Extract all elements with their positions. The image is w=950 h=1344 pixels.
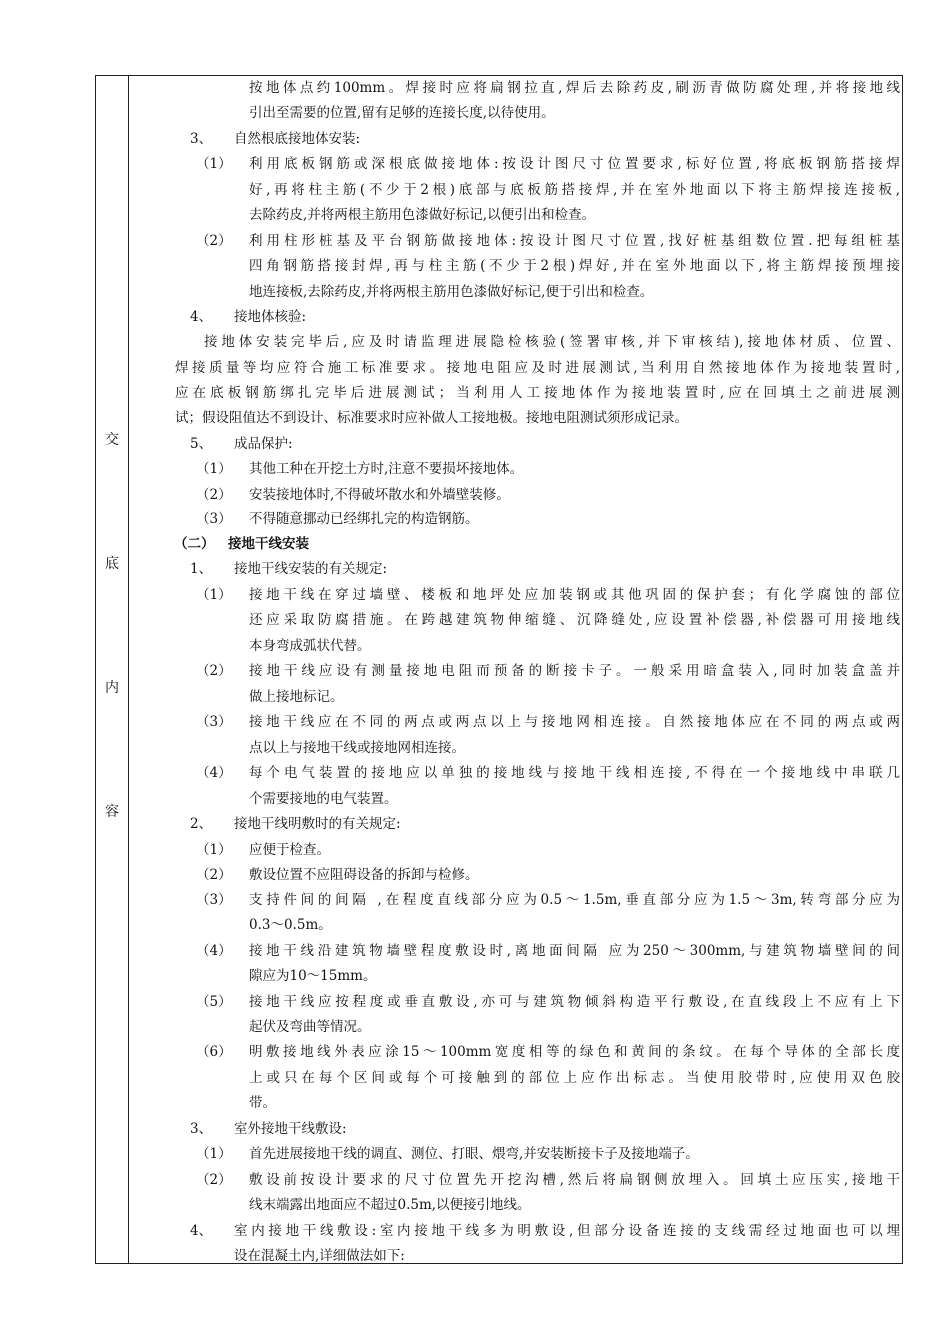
item-number: 4、 [190, 1223, 213, 1239]
text-line [130, 990, 900, 1014]
paragraph-text: 应在底板钢筋绑扎完毕后进展测试；当利用人工接地体作为接地装置时,应在回填土之前进展测 [175, 385, 900, 401]
paragraph-text: 线末端露出地面应不超过0.5m,以便接引地线。 [249, 1197, 531, 1213]
text-line [130, 178, 900, 202]
text-line [130, 76, 900, 100]
text-line [130, 685, 896, 709]
paragraph-text: 接地体安装完毕后,应及时请监理进展隐检核验(签署审核,并下审核结),接地体材质、位置、 [204, 334, 900, 350]
text-line [130, 888, 900, 912]
text-line [130, 1091, 896, 1115]
item-number: （1） [196, 156, 232, 172]
text-line [130, 1066, 900, 1090]
paragraph-text: 不得随意挪动已经绑扎完的构造钢筋。 [249, 511, 479, 527]
item-number: 3、 [190, 131, 213, 147]
text-line [130, 483, 896, 507]
paragraph-text: 还应采取防腐措施。在跨越建筑物伸缩缝、沉降缝处,应设置补偿器,补偿器可用接地线 [249, 612, 900, 628]
paragraph-text: 接地干线明敷时的有关规定: [234, 816, 401, 832]
text-line [130, 1040, 900, 1064]
item-number: （2） [196, 867, 232, 883]
text-line [130, 101, 896, 125]
item-number: （2） [196, 487, 232, 503]
paragraph-text: 去除药皮,并将两根主筋用色漆做好标记,以便引出和检查。 [249, 207, 596, 223]
text-line [130, 557, 896, 581]
paragraph-text: 明敷接地线外表应涂15～100mm宽度相等的绿色和黄间的条纹。在每个导体的全部长度 [249, 1044, 900, 1060]
item-number: （3） [196, 714, 232, 730]
text-line [130, 583, 900, 607]
section-heading: 接地干线安装 [228, 536, 309, 552]
item-number: （4） [196, 765, 232, 781]
item-number: （3） [196, 892, 232, 908]
text-line [130, 736, 896, 760]
text-line [130, 127, 896, 151]
paragraph-text: 敷设前按设计要求的尺寸位置先开挖沟槽,然后将扁钢侧放埋入。回填土应压实,接地干 [249, 1172, 900, 1188]
text-line [130, 761, 900, 785]
text-line [130, 457, 896, 481]
side-label-char: 交 [105, 432, 119, 448]
text-line [130, 787, 896, 811]
paragraph-text: 应便于检查。 [249, 842, 330, 858]
item-number: （二） [174, 536, 215, 552]
text-line [130, 812, 896, 836]
item-number: 2、 [190, 816, 213, 832]
paragraph-text: 利用柱形桩基及平台钢筋做接地体:按设计图尺寸位置,找好桩基组数位置.把每组桩基 [249, 233, 900, 249]
paragraph-text: 接地干线安装的有关规定: [234, 561, 388, 577]
paragraph-text: 其他工种在开挖土方时,注意不要损坏接地体。 [249, 461, 524, 477]
paragraph-text: 个需要接地的电气装置。 [249, 791, 398, 807]
item-number: （4） [196, 943, 232, 959]
paragraph-text: 接地干线应在不同的两点或两点以上与接地网相连接。自然接地体应在不同的两点或两 [249, 714, 900, 730]
item-number: （1） [196, 461, 232, 477]
item-number: （1） [196, 1146, 232, 1162]
text-line [130, 1117, 896, 1141]
paragraph-text: 隙应为10～15mm。 [249, 968, 377, 984]
text-line [130, 305, 896, 329]
paragraph-text: 室内接地干线敷设:室内接地干线多为明敷设,但部分设备连接的支线需经过地面也可以埋 [234, 1223, 900, 1239]
paragraph-text: 接地干线应设有测量接地电阻而预备的断接卡子。一般采用暗盒装入,同时加装盒盖并 [249, 663, 900, 679]
text-line [130, 1219, 900, 1243]
text-line [130, 381, 900, 405]
paragraph-text: 焊接质量等均应符合施工标准要求。接地电阻应及时进展测试,当利用自然接地体作为接地装置时, [175, 360, 900, 376]
text-line [130, 964, 896, 988]
item-number: （2） [196, 233, 232, 249]
text-line [130, 1142, 896, 1166]
item-number: （3） [196, 511, 232, 527]
text-line [130, 507, 896, 531]
text-line [130, 152, 900, 176]
paragraph-text: 成品保护: [234, 436, 293, 452]
side-label-char: 底 [105, 556, 119, 572]
side-label-char: 内 [105, 680, 119, 696]
text-line [130, 710, 900, 734]
paragraph-text: 接地体核验: [234, 309, 307, 325]
item-number: （1） [196, 842, 232, 858]
paragraph-text: 带。 [249, 1095, 276, 1111]
paragraph-text: 按地体点约100mm。焊接时应将扁钢拉直,焊后去除药皮,刷沥青做防腐处理,并将接地线 [249, 80, 900, 96]
paragraph-text: 本身弯成弧状代替。 [249, 638, 371, 654]
item-number: （1） [196, 587, 232, 603]
paragraph-text: 室外接地干线敷设: [234, 1121, 347, 1137]
paragraph-text: 四角钢筋搭接封焊,再与柱主筋(不少于2根)焊好,并在室外地面以下,将主筋焊接预埋接 [249, 258, 900, 274]
paragraph-text: 试；假设阻值达不到设计、标准要求时应补做人工接地极。接地电阻测试须形成记录。 [175, 410, 688, 426]
item-number: 5、 [190, 436, 213, 452]
text-line [130, 913, 896, 937]
side-label-char: 容 [105, 804, 119, 820]
text-line [130, 1244, 896, 1268]
item-number: 4、 [190, 309, 213, 325]
text-line [130, 608, 900, 632]
text-line [130, 939, 900, 963]
text-line [130, 254, 900, 278]
text-line [130, 659, 900, 683]
paragraph-text: 每个电气装置的接地应以单独的接地线与接地干线相连接,不得在一个接地线中串联几 [249, 765, 900, 781]
text-line [130, 1015, 896, 1039]
paragraph-text: 点以上与接地干线或接地网相连接。 [249, 740, 465, 756]
item-number: （2） [196, 663, 232, 679]
text-line [130, 229, 900, 253]
text-line [130, 356, 900, 380]
item-number: 3、 [190, 1121, 213, 1137]
text-line [130, 1168, 900, 1192]
paragraph-text: 敷设位置不应阻碍设备的拆卸与检修。 [249, 867, 479, 883]
paragraph-text: 设在混凝土内,详细做法如下: [234, 1248, 405, 1264]
text-line [130, 863, 896, 887]
paragraph-text: 自然根底接地体安装: [234, 131, 361, 147]
text-line [130, 203, 896, 227]
document-table [95, 75, 903, 1264]
paragraph-text: 引出至需要的位置,留有足够的连接长度,以待使用。 [249, 105, 555, 121]
text-line [130, 532, 896, 556]
paragraph-text: 利用底板钢筋或深根底做接地体:按设计图尺寸位置要求,标好位置,将底板钢筋搭接焊 [249, 156, 900, 172]
paragraph-text: 起伏及弯曲等情况。 [249, 1019, 371, 1035]
text-line [130, 280, 896, 304]
paragraph-text: 首先进展接地干线的调直、测位、打眼、煨弯,并安装断接卡子及接地端子。 [249, 1146, 699, 1162]
paragraph-text: 接地干线沿建筑物墙壁程度敷设时,离地面间隔 应为250～300mm,与建筑物墙壁间的间 [249, 943, 900, 959]
text-line [130, 432, 896, 456]
item-number: （5） [196, 994, 232, 1010]
paragraph-text: 接地干线应按程度或垂直敷设,亦可与建筑物倾斜构造平行敷设,在直线段上不应有上下 [249, 994, 900, 1010]
paragraph-text: 做上接地标记。 [249, 689, 344, 705]
paragraph-text: 接地干线在穿过墙壁、楼板和地坪处应加装钢或其他巩固的保护套；有化学腐蚀的部位 [249, 587, 900, 603]
column-divider [128, 76, 129, 1263]
paragraph-text: 支持件间的间隔 ,在程度直线部分应为0.5～1.5m,垂直部分应为1.5～3m,转弯部分应为 [249, 892, 900, 908]
paragraph-text: 好,再将柱主筋(不少于2根)底部与底板筋搭接焊,并在室外地面以下将主筋焊接连接板, [249, 182, 900, 198]
text-line [130, 1193, 896, 1217]
item-number: 1、 [190, 561, 213, 577]
paragraph-text: 安装接地体时,不得破坏散水和外墙壁装修。 [249, 487, 510, 503]
text-line [130, 406, 896, 430]
paragraph-text: 0.3～0.5m。 [249, 917, 332, 933]
item-number: （2） [196, 1172, 232, 1188]
text-line [130, 634, 896, 658]
paragraph-text: 上或只在每个区间或每个可接触到的部位上应作出标志。当使用胶带时,应使用双色胶 [249, 1070, 900, 1086]
text-line [130, 330, 900, 354]
text-line [130, 838, 896, 862]
paragraph-text: 地连接板,去除药皮,并将两根主筋用色漆做好标记,便于引出和检查。 [249, 284, 654, 300]
item-number: （6） [196, 1044, 232, 1060]
